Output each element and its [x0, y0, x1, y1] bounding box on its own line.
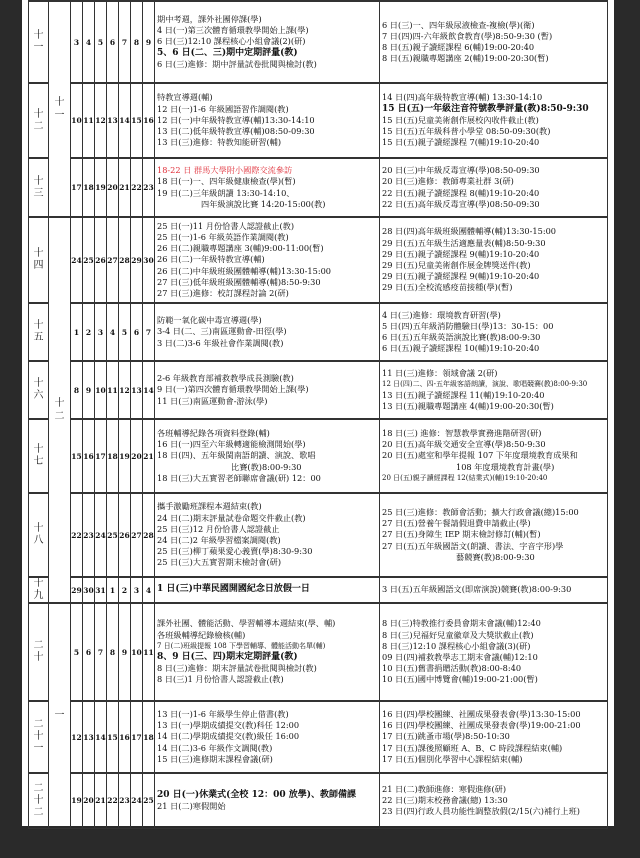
event-line: 25 日(三)大五實習期末檢討會(研) — [157, 557, 282, 568]
events-left — [155, 773, 380, 828]
events-right — [380, 419, 608, 493]
event-line: 29 日(五)全校流感疫苗接種(學)(暫) — [382, 282, 513, 293]
day-cell: 17 — [95, 419, 107, 493]
month-label — [49, 603, 71, 828]
events-right — [380, 701, 608, 773]
event-line: 23 日(四)行政人員功能性調整放假(2/15(六)補行上班) — [382, 806, 580, 817]
week-number-char: 六 — [33, 390, 44, 401]
events-right — [380, 493, 608, 577]
event-line: 26 日(二)親職專題講座 3(輔)9:00-11:00(暫) — [157, 243, 324, 254]
event-line: 25 日(一)11 月份恰書人認證截止(教) — [157, 220, 295, 231]
day-cell: 8 — [107, 603, 119, 701]
event-line: 28 日(四)高年級班級團體輔導(輔)13:30-15:00 — [382, 226, 557, 237]
day-cell: 9 — [143, 1, 155, 83]
events-right — [380, 303, 608, 361]
day-cell: 19 — [71, 773, 83, 828]
day-cell: 17 — [71, 158, 83, 217]
event-line: 8 日(三)12:10 課程核心小組會議(3)(研) — [382, 640, 531, 651]
day-cell: 16 — [83, 419, 95, 493]
event-line: 22 日(五)高年級反毒宣導(學)08:50-09:30 — [382, 198, 540, 209]
event-line: 20 日(三)進修：教師專業社群 3(研) — [382, 176, 514, 187]
day-cell: 7 — [143, 303, 155, 361]
day-cell: 21 — [143, 419, 155, 493]
event-line: 防範一氧化碳中毒宣導週(學) — [157, 315, 262, 326]
events-right — [380, 217, 608, 303]
day-cell: 24 — [95, 493, 107, 577]
event-line: 24 日(二)2 年級學習檔案調閱(教) — [157, 535, 281, 545]
event-line: 29 日(五)五年級生活適應量表(輔)8:50-9:30 — [382, 237, 546, 248]
event-line: 2-6 年級教育部補救教學成長測驗(教) — [157, 373, 294, 384]
day-cell: 6 — [107, 1, 119, 83]
event-line: 8 日(五)親子讀經課程 6(輔)19:00-20:40 — [382, 42, 535, 52]
event-line: 19 日(二)三年級朗讀 13:30-14:10、 — [157, 187, 295, 198]
day-cell: 6 — [83, 603, 95, 701]
event-line: 29 日(五)親子讀經課程 9(輔)19:10-20:40 — [382, 271, 540, 282]
day-cell: 28 — [143, 493, 155, 577]
day-cell: 20 — [131, 419, 143, 493]
day-cell: 11 — [143, 603, 155, 701]
week-row — [29, 577, 608, 603]
month-label-char: 一 — [54, 110, 65, 121]
event-line: 17 日(五)個別化學習中心課程結束(輔) — [382, 753, 523, 764]
day-cell: 3 — [95, 303, 107, 361]
event-line: 16 日(四)學校團練、社團成果發表會(學)13:30-15:00 — [382, 708, 581, 719]
event-line: 15 日(三)進修期末課程會議(研) — [157, 753, 273, 764]
event-line: 3-4 日(二、三)南區運動會-田徑(學) — [157, 326, 287, 337]
week-number — [29, 773, 49, 828]
event-line: 10 日(五)國中博覽會(輔)19:00-21:00(暫) — [382, 674, 538, 685]
week-number-char: 一 — [33, 42, 44, 53]
day-cell: 9 — [119, 603, 131, 701]
week-number — [29, 83, 49, 158]
day-cell: 13 — [107, 83, 119, 158]
week-number-char: 十 — [33, 794, 44, 806]
day-cell: 21 — [95, 773, 107, 828]
week-row — [29, 603, 608, 701]
day-cell: 15 — [131, 83, 143, 158]
day-cell: 12 — [71, 701, 83, 773]
event-line: 13 日(五)親子讀經課程 11(輔)19:10-20:40 — [382, 390, 545, 400]
events-right — [380, 603, 608, 701]
event-line: 29 日(五)兒童美術創作展金牌獎送件(教) — [382, 260, 531, 270]
month-label-char: 十 — [54, 97, 65, 108]
week-number-char: 十 — [33, 731, 44, 742]
day-cell: 25 — [107, 493, 119, 577]
events-right — [380, 1, 608, 83]
event-line: 16 日(四)學校團練、社團成果發表會(學)19:00-21:00 — [382, 720, 581, 731]
week-number-char: 十 — [33, 320, 44, 331]
event-line: 27 日(三)低年級班級團體輔導(輔)8:50-9:30 — [157, 276, 321, 287]
event-line: 12 日(一)中年級特教宣導(輔)13:30-14:10 — [157, 114, 315, 125]
event-line: 各班級輔導紀錄檢核(輔) — [157, 629, 246, 640]
event-line: 18 日(一)一、四年級健康檢查(學)(暫) — [157, 176, 296, 187]
event-line: 6 日(三)12:10 課程核心小組會議(2)(研) — [157, 36, 306, 47]
day-cell: 6 — [131, 303, 143, 361]
week-number — [29, 1, 49, 83]
event-line: 6 日(五)五年級英語演說比賽(教)8:00-9:30 — [382, 332, 541, 342]
month-label-text — [49, 96, 70, 122]
day-cell: 10 — [95, 361, 107, 419]
week-number-char: 十 — [33, 523, 44, 534]
event-line: 11 日(三)進修：領域會議 2(研) — [382, 367, 498, 378]
day-cell: 10 — [131, 603, 143, 701]
day-cell: 21 — [119, 158, 131, 217]
event-line: 27 日(五)五年級國語文(朗讀、書法、字音字形)學 — [382, 540, 564, 551]
week-number-char: 一 — [33, 743, 44, 754]
event-line: 22 日(五)親子讀經課程 8(輔)19:10-20:40 — [382, 187, 540, 198]
day-cell: 23 — [83, 493, 95, 577]
month-label — [49, 217, 71, 603]
day-cell: 20 — [83, 773, 95, 828]
events-left — [155, 217, 380, 303]
event-line: 各班輔導紀錄各項資料登錄(輔) — [157, 427, 270, 438]
day-cell: 24 — [131, 773, 143, 828]
events-left — [155, 158, 380, 217]
month-label-char: 二 — [54, 411, 65, 422]
event-line: 12 日(四)二、四-五年級客語朗讀，演說、歌唱競賽(教)8:00-9:30 — [382, 379, 588, 388]
events-left — [155, 361, 380, 419]
event-line: 24 日(二)期末評量試卷命題交件截止(教) — [157, 512, 306, 523]
events-left — [155, 419, 380, 493]
event-line: 27 日(五)身障生 IEP 期末檢討修訂(輔)(暫) — [382, 529, 541, 540]
week-number-char: 十 — [33, 108, 44, 120]
day-cell: 24 — [71, 217, 83, 303]
week-row — [29, 701, 608, 773]
day-cell: 14 — [119, 83, 131, 158]
day-cell: 13 — [83, 701, 95, 773]
event-line: 8 日(三)進修：期末評量試卷批閱與檢討(教) — [157, 663, 317, 674]
event-line: 22 日(三)期末校務會議(總) 13:30 — [382, 795, 508, 806]
event-line: 20 日(五)處室和學年提報 107 下年度環境教育成果和 — [382, 450, 578, 461]
event-line: 26 日(二)中年級班級團體輔導(輔)13:30-15:00 — [157, 265, 332, 276]
day-cell: 22 — [107, 773, 119, 828]
event-line: 16 日(一)四至六年級轉適能檢測開始(學) — [157, 439, 306, 450]
event-line: 15 日(五)親子讀經課程 7(輔)19:10-20:40 — [382, 137, 540, 148]
events-left — [155, 303, 380, 361]
day-cell: 10 — [71, 83, 83, 158]
events-right — [380, 773, 608, 828]
day-cell: 9 — [83, 361, 95, 419]
event-line: 8 日(五)親職專題講座 2(輔)19:00-20:30(暫) — [382, 53, 549, 64]
event-line: 9 日(一)第四次體育循環教學開始上課(學) — [157, 384, 309, 395]
event-line: 13 日(二)低年級特教宣導(輔)08:50-09:30 — [157, 126, 315, 137]
event-line: 6 日(三)一、四年級尿液檢查-複檢(學)(衛) — [382, 19, 535, 30]
event-line: 藝競賽(教)8:00-9:30 — [456, 551, 535, 562]
day-cell: 18 — [83, 158, 95, 217]
week-number — [29, 419, 49, 493]
event-line: 攜手激勵班課程本週結束(教) — [157, 501, 262, 512]
day-cell: 15 — [71, 419, 83, 493]
day-cell: 22 — [131, 158, 143, 217]
day-cell: 16 — [143, 83, 155, 158]
day-cell: 31 — [95, 577, 107, 603]
week-row — [29, 83, 608, 158]
week-number-char: 九 — [33, 590, 44, 601]
event-line: 7 日(二)班級提報 108 下學習輔導、體能活動名單(輔) — [157, 641, 326, 650]
event-line: 1 日(三)中華民國開國紀念日放假一日 — [157, 584, 310, 595]
week-number-char: 十 — [33, 378, 44, 389]
month-label-char: 一 — [54, 710, 65, 722]
day-cell: 25 — [143, 773, 155, 828]
day-cell: 29 — [131, 217, 143, 303]
week-row — [29, 773, 608, 828]
week-number-char: 二 — [33, 719, 44, 730]
week-number-char: 十 — [33, 175, 44, 187]
month-label — [49, 1, 71, 217]
event-line: 比賽(教)8:00-9:30 — [231, 461, 302, 472]
event-line: 期中考週，課外社團停課(學) — [157, 13, 262, 24]
event-line: 17 日(五)課後照顧班 A、B、C 時段課程結束(輔) — [382, 742, 563, 753]
week-row — [29, 361, 608, 419]
week-number — [29, 577, 49, 603]
day-cell: 15 — [107, 701, 119, 773]
week-number-char: 四 — [33, 260, 44, 271]
day-cell: 4 — [107, 303, 119, 361]
week-number-char: 八 — [33, 535, 44, 546]
event-line: 27 日(五)營養午餐請假退費申請截止(學) — [382, 518, 531, 529]
event-line: 13 日(一)學期成績提交(教)科任 12:00 — [157, 720, 300, 731]
event-line: 21 日(二)寒假開始 — [157, 800, 226, 811]
events-left — [155, 1, 380, 83]
day-cell: 30 — [143, 217, 155, 303]
event-line: 14 日(二)學期成績提交(教)級任 16:00 — [157, 731, 300, 742]
day-cell: 27 — [131, 493, 143, 577]
events-left — [155, 701, 380, 773]
events-left — [155, 493, 380, 577]
events-left — [155, 83, 380, 158]
week-row — [29, 217, 608, 303]
week-number — [29, 361, 49, 419]
day-cell: 5 — [71, 603, 83, 701]
day-cell: 26 — [119, 493, 131, 577]
event-line: 13 日(五)親職專題講座 4(輔)19:00-20:30(暫) — [382, 401, 554, 412]
event-line: 8、9 日(三、四)期末定期評量(教) — [157, 652, 298, 662]
week-row — [29, 419, 608, 493]
day-cell: 18 — [143, 701, 155, 773]
day-cell: 23 — [119, 773, 131, 828]
week-number-char: 二 — [33, 806, 44, 818]
day-cell: 1 — [107, 577, 119, 603]
event-line: 12 日(一)1-6 年級國語習作調閱(教) — [157, 103, 289, 114]
day-cell: 11 — [107, 361, 119, 419]
week-number — [29, 493, 49, 577]
event-line: 17 日(五)跳蚤市場(學)8:50-10:30 — [382, 731, 510, 742]
day-cell: 2 — [83, 303, 95, 361]
event-line: 25 日(三)12 月份恰書人認證截止 — [157, 523, 280, 534]
week-row — [29, 158, 608, 217]
day-cell: 14 — [95, 701, 107, 773]
week-number — [29, 303, 49, 361]
day-cell: 5 — [95, 1, 107, 83]
day-cell: 29 — [71, 577, 83, 603]
week-number-char: 二 — [33, 782, 44, 794]
day-cell: 28 — [119, 217, 131, 303]
day-cell: 8 — [131, 1, 143, 83]
event-line: 27 日(三)進修：校訂課程討論 2(研) — [157, 288, 289, 298]
event-line: 20 日(五)高年級交通安全宣導(學)8:50-9:30 — [382, 439, 546, 450]
week-number-char: 十 — [33, 578, 44, 589]
event-line: 5、6 日(二、三)期中定期評量(教) — [157, 47, 298, 58]
day-cell: 3 — [71, 1, 83, 83]
week-row — [29, 303, 608, 361]
week-number — [29, 217, 49, 303]
day-cell: 13 — [131, 361, 143, 419]
event-line: 15 日(五)一年級注音符號教學評量(教)8:50-9:30 — [382, 103, 589, 114]
day-cell: 19 — [95, 158, 107, 217]
event-line: 20 日(五)親子讀經課程 12(結業式)(輔)19:10-20:40 — [382, 473, 548, 482]
event-line: 20 日(三)中年級反毒宣導(學)08:50-09:30 — [382, 165, 540, 176]
event-line: 7 日(四)四-六年級飲食教育(學)8:50-9:30 (暫) — [382, 30, 553, 41]
event-line: 09 日(四)補救教學志工期末會議(輔)12:10 — [382, 652, 538, 662]
event-line: 8 日(三)兒福好兒童徽章及大獎狀截止(教) — [382, 629, 534, 640]
week-number-char: 二 — [33, 120, 44, 132]
event-line: 6 日(三)進修：期中評量試卷批閱與檢討(教) — [157, 58, 317, 69]
day-cell: 4 — [143, 577, 155, 603]
day-cell: 16 — [119, 701, 131, 773]
events-left — [155, 577, 380, 603]
month-label-text — [49, 397, 70, 423]
event-line: 13 日(一)1-6 年級學生停止借書(教) — [157, 708, 289, 719]
event-line: 18-22 日 群馬大學附小國際交流參訪 — [157, 165, 293, 176]
day-cell: 17 — [131, 701, 143, 773]
week-number-char: 十 — [33, 444, 44, 455]
week-number-char: 十 — [33, 652, 44, 663]
day-cell: 11 — [83, 83, 95, 158]
event-line: 20 日(一)休業式(全校 12：00 放學)、教師備課 — [157, 789, 357, 800]
day-cell: 12 — [119, 361, 131, 419]
event-line: 6 日(五)親子讀經課程 10(輔)19:10-20:40 — [382, 343, 540, 354]
month-label-char: 十 — [54, 398, 65, 409]
week-row — [29, 1, 608, 83]
day-cell: 7 — [95, 603, 107, 701]
events-right — [380, 158, 608, 217]
event-line: 8 日(三)1 月份恰書人認證截止(教) — [157, 674, 284, 685]
day-cell: 4 — [83, 1, 95, 83]
event-line: 108 年度環境教育計畫(學) — [456, 461, 555, 472]
day-cell: 30 — [83, 577, 95, 603]
week-number-char: 三 — [33, 187, 44, 199]
day-cell: 2 — [119, 577, 131, 603]
event-line: 18 日(四)、五年級閩南語朗讀、演說、歌唱 — [157, 450, 316, 461]
event-line: 29 日(五)親子讀經課程 9(輔)19:10-20:40 — [382, 248, 540, 259]
event-line: 25 日(三)進修：教師會活動；擴大行政會議(總)15:00 — [382, 506, 579, 517]
event-line: 10 日(五)舊書捐贈活動(教)8:00-8:40 — [382, 663, 522, 674]
day-cell: 27 — [107, 217, 119, 303]
week-number-char: 五 — [33, 332, 44, 343]
event-line: 25 日(三)柳丁蘋果愛心義賣(學)8:30-9:30 — [157, 546, 313, 557]
week-number — [29, 158, 49, 217]
event-line: 課外社團、體能活動、學習輔導本週結束(學、輔) — [157, 618, 336, 629]
event-line: 26 日(二)一年級特教宣導(輔) — [157, 254, 265, 265]
week-number-char: 二 — [33, 640, 44, 651]
event-line: 3 日(五)五年級國語文(即席演說)競賽(教)8:00-9:30 — [382, 584, 572, 595]
day-cell: 25 — [83, 217, 95, 303]
event-line: 11 日(三)南區運動會-游泳(學) — [157, 395, 268, 406]
event-line: 13 日(三)進修：特教知能研習(輔) — [157, 137, 282, 148]
event-line: 14 日(四)高年級特教宣導(輔) 13:30-14:10 — [382, 92, 543, 103]
day-cell: 14 — [143, 361, 155, 419]
event-line: 18 日(三)大五實習老師聯席會議(研) 12：00 — [157, 472, 321, 483]
events-right — [380, 361, 608, 419]
day-cell: 1 — [71, 303, 83, 361]
school-calendar-table — [28, 0, 608, 829]
event-line: 25 日(一)1-6 年級英語作業調閱(教) — [157, 231, 289, 242]
week-number-char: 十 — [33, 30, 44, 41]
event-line: 8 日(三)特教推行委員會期末會議(輔)12:40 — [382, 618, 541, 629]
day-cell: 7 — [119, 1, 131, 83]
day-cell: 8 — [71, 361, 83, 419]
week-row — [29, 493, 608, 577]
week-number — [29, 701, 49, 773]
day-cell: 19 — [119, 419, 131, 493]
event-line: 21 日(二)教師進修：寒假進修(研) — [382, 783, 507, 794]
day-cell: 26 — [95, 217, 107, 303]
event-line: 四年級演說比賽 14:20-15:00(教) — [201, 198, 326, 209]
day-cell: 20 — [107, 158, 119, 217]
event-line: 15 日(五)五年級科普小學堂 08:50-09:30(教) — [382, 126, 551, 137]
day-cell: 23 — [143, 158, 155, 217]
day-cell: 12 — [95, 83, 107, 158]
event-line: 5 日(四)五年級消防體驗日(學)13：30-15：00 — [382, 320, 554, 331]
event-line: 特教宣導週(輔) — [157, 92, 213, 103]
calendar-page — [22, 0, 614, 826]
week-number-char: 七 — [33, 456, 44, 467]
week-number — [29, 603, 49, 701]
events-right — [380, 577, 608, 603]
day-cell: 5 — [119, 303, 131, 361]
events-left — [155, 603, 380, 701]
event-line: 15 日(五)兒童美術創作展校內收件截止(教) — [382, 114, 539, 125]
month-label-text — [49, 709, 70, 722]
event-line: 14 日(二)3-6 年級作文調閱(教) — [157, 742, 273, 753]
events-right — [380, 83, 608, 158]
event-line: 18 日(三) 進修：智慧教學實務進階研習(研) — [382, 427, 542, 438]
week-number-char: 十 — [33, 248, 44, 259]
event-line: 4 日(一)第三次體育循環教學開始上課(學) — [157, 25, 309, 36]
day-cell: 22 — [71, 493, 83, 577]
event-line: 3 日(二)3-6 年級社會作業調閱(教) — [157, 337, 284, 348]
day-cell: 3 — [131, 577, 143, 603]
event-line: 4 日(三)進修：環境教育研習(學) — [382, 309, 501, 320]
day-cell: 18 — [107, 419, 119, 493]
